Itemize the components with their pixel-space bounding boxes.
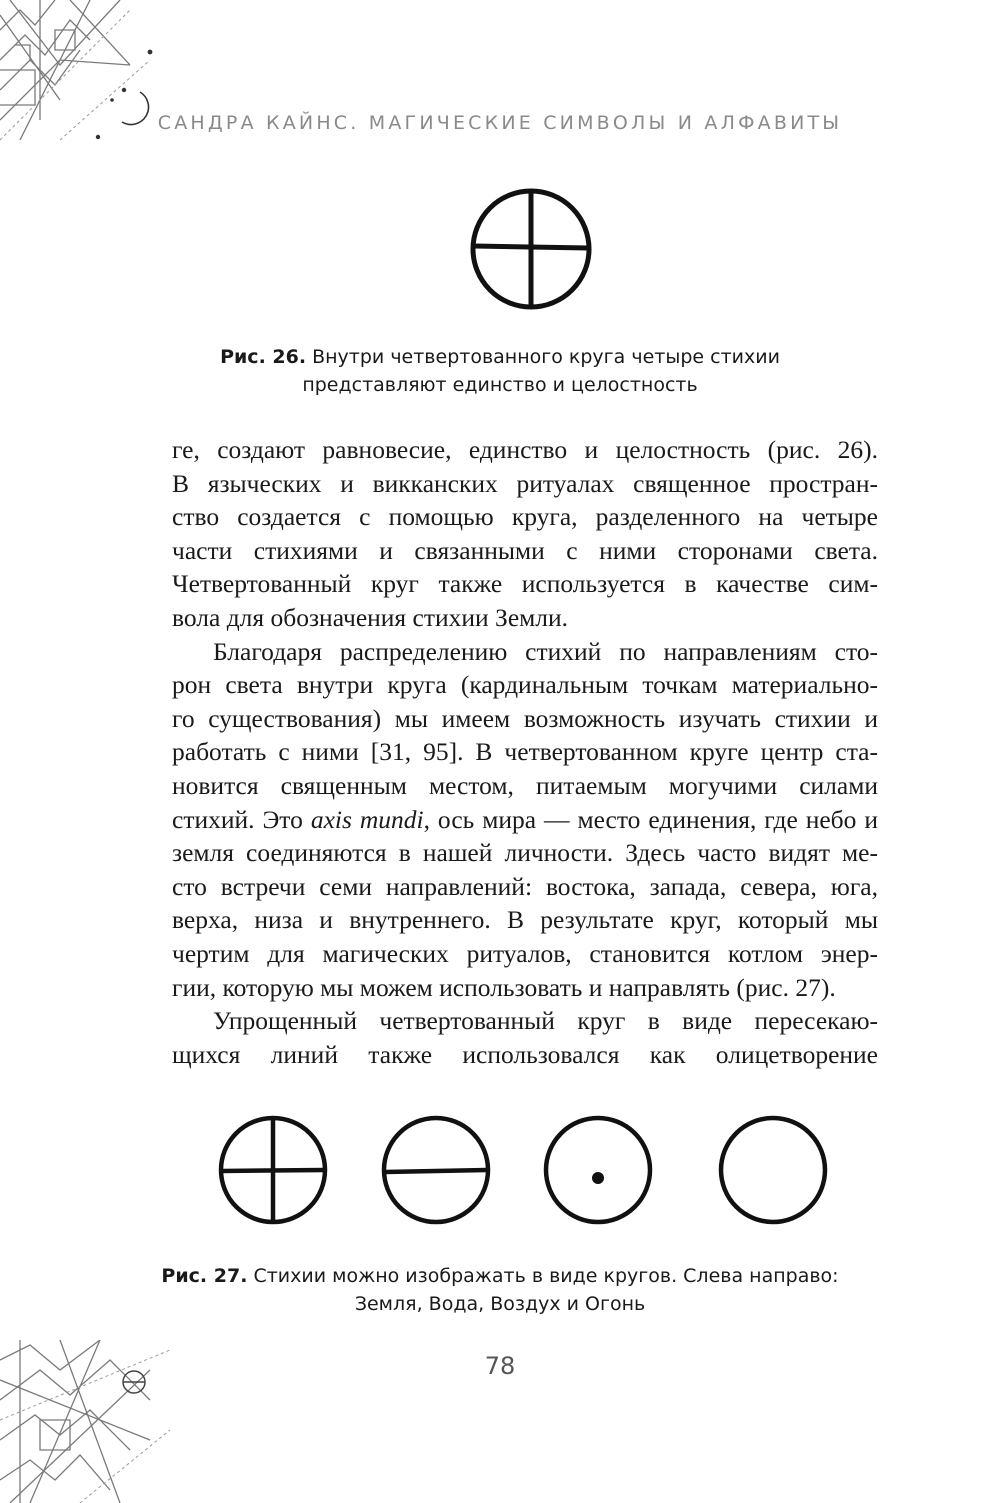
running-header: САНДРА КАЙНС. МАГИЧЕСКИЕ СИМВОЛЫ И АЛФАВИТЫ — [157, 112, 843, 134]
earth-quartered-circle-icon — [221, 1118, 325, 1222]
figure-26-caption-line1: Внутри четвертованного круга четыре стихии — [306, 346, 780, 368]
figure-27-caption-line1: Стихии можно изображать в виде кругов. Слева направо: — [247, 1265, 839, 1287]
text-line: ство создается с помощью круга, разделенного на четыре — [172, 502, 878, 532]
text-line: щихся линий также использовался как олицетворение — [172, 1039, 878, 1069]
bottom-corner-ornament — [0, 1340, 180, 1503]
text-line: го существования) мы имеем возможность изучать стихии и — [172, 703, 878, 733]
text-line: В языческих и викканских ритуалах священное простран- — [172, 468, 878, 498]
text-line: новится священным местом, питаемым могучими силами — [172, 770, 878, 800]
text-segment: , ось мира — место единения, где небо и — [423, 804, 879, 834]
figure-27-label: Рис. 27. — [161, 1265, 248, 1287]
figure-26-caption — [0, 343, 1000, 399]
text-line: верха, низа и внутреннего. В результате круг, который мы — [172, 905, 878, 935]
text-line: чертим для магических ритуалов, становится котлом энер- — [172, 938, 878, 968]
paragraph-2 — [172, 635, 878, 1005]
figure-26-label: Рис. 26. — [220, 346, 307, 368]
figure-27-circles — [214, 1112, 844, 1242]
quartered-circle-icon — [468, 186, 594, 312]
water-horizontal-line-circle-icon — [384, 1118, 488, 1222]
air-dot-circle-icon — [546, 1118, 650, 1222]
figure-26-caption-line2: представляют единство и целостность — [302, 374, 698, 396]
text-line: гии, которую мы можем использовать и направлять (рис. 27). — [172, 972, 836, 1002]
figure-27-caption-line2: Земля, Вода, Воздух и Огонь — [354, 1293, 646, 1315]
paragraph-3 — [172, 1004, 878, 1071]
body-text — [172, 433, 878, 1071]
fire-empty-circle-icon — [721, 1118, 825, 1222]
text-segment: стихий. Это — [172, 804, 311, 834]
figure-27-caption — [0, 1262, 1000, 1318]
text-line: работать с ними [31, 95]. В четвертованном круге центр ста- — [172, 737, 878, 767]
text-line: Четвертованный круг также используется в качестве сим- — [172, 569, 878, 599]
text-line: земля соединяются в нашей личности. Здесь часто видят ме- — [172, 838, 878, 868]
page-number: 78 — [484, 1352, 516, 1380]
text-line: Благодаря распределению стихий по направлениям сто- — [213, 636, 878, 666]
paragraph-1 — [172, 433, 878, 635]
text-line: вола для обозначения стихии Земли. — [172, 602, 569, 632]
text-line: ге, создают равновесие, единство и целостность (рис. 26). — [172, 435, 878, 464]
italic-term: axis mundi — [310, 804, 424, 834]
text-line: сто встречи семи направлений: востока, запада, севера, юга, — [172, 871, 878, 901]
text-line: Упрощенный четвертованный круг в виде пересекаю- — [213, 1006, 878, 1036]
text-line — [172, 803, 878, 837]
text-line: рон света внутри круга (кардинальным точкам материально- — [172, 670, 878, 700]
text-line: части стихиями и связанными с ними сторонами света. — [172, 535, 878, 565]
